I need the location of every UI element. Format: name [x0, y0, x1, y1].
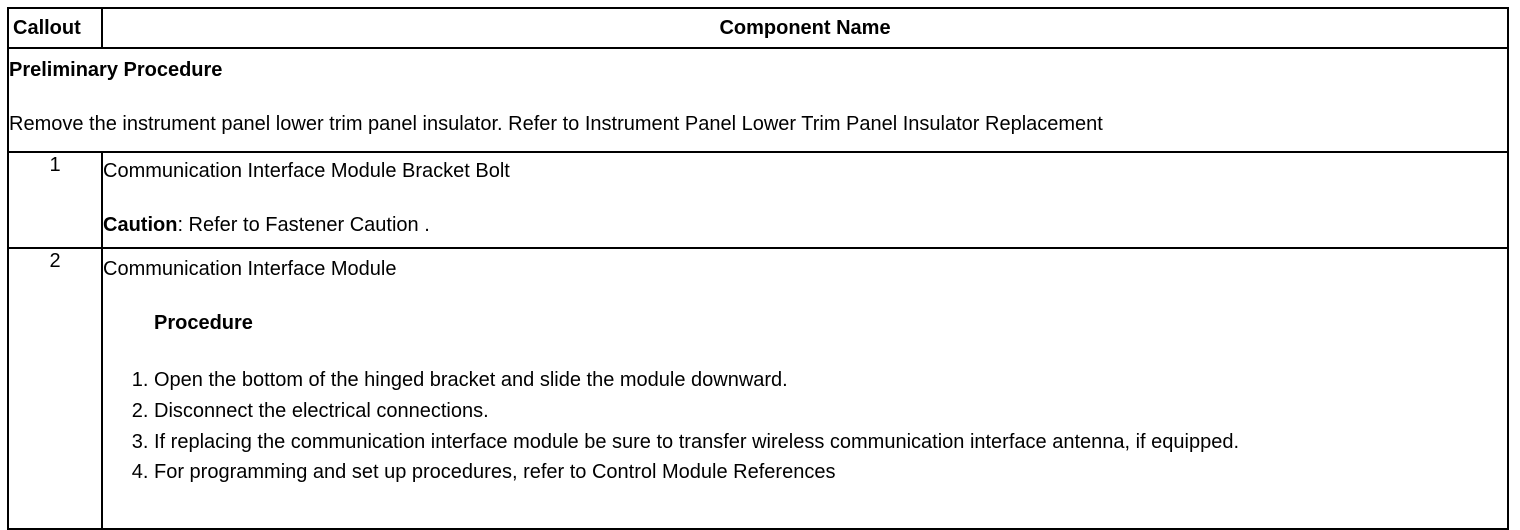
component-cell — [102, 152, 1508, 248]
procedure-step: 4. For programming and set up procedures, refer to Control Module References — [154, 457, 1507, 488]
procedure-step: 1. Open the bottom of the hinged bracket and slide the module downward. — [154, 365, 1507, 396]
component-cell — [102, 248, 1508, 529]
procedure-table — [7, 7, 1509, 530]
preliminary-title: Preliminary Procedure — [9, 59, 223, 81]
component-name: Communication Interface Module Bracket Bolt — [103, 160, 510, 182]
table-row — [8, 248, 1508, 529]
procedure-title: Procedure — [154, 312, 253, 334]
callout-number: 2 — [8, 248, 102, 529]
callout-number: 1 — [8, 152, 102, 248]
table-row — [8, 152, 1508, 248]
preliminary-row — [8, 48, 1508, 152]
table-header-row — [8, 8, 1508, 48]
component-column-header: Component Name — [102, 8, 1508, 48]
procedure-step: 3. If replacing the communication interface module be sure to transfer wireless communication interface antenna, if equipped. — [154, 427, 1507, 457]
procedure-steps — [103, 365, 1507, 488]
caution-label: Caution — [103, 214, 178, 236]
caution-note — [103, 213, 1507, 237]
callout-column-header: Callout — [8, 8, 102, 48]
preliminary-text: Remove the instrument panel lower trim panel insulator. Refer to Instrument Panel Lower Trim Panel Insulator Replacement — [9, 113, 1103, 135]
caution-text: : Refer to Fastener Caution . — [177, 214, 430, 236]
preliminary-cell — [8, 48, 1508, 152]
component-name: Communication Interface Module — [103, 258, 397, 280]
procedure-step: 2. Disconnect the electrical connections. — [154, 396, 1507, 427]
